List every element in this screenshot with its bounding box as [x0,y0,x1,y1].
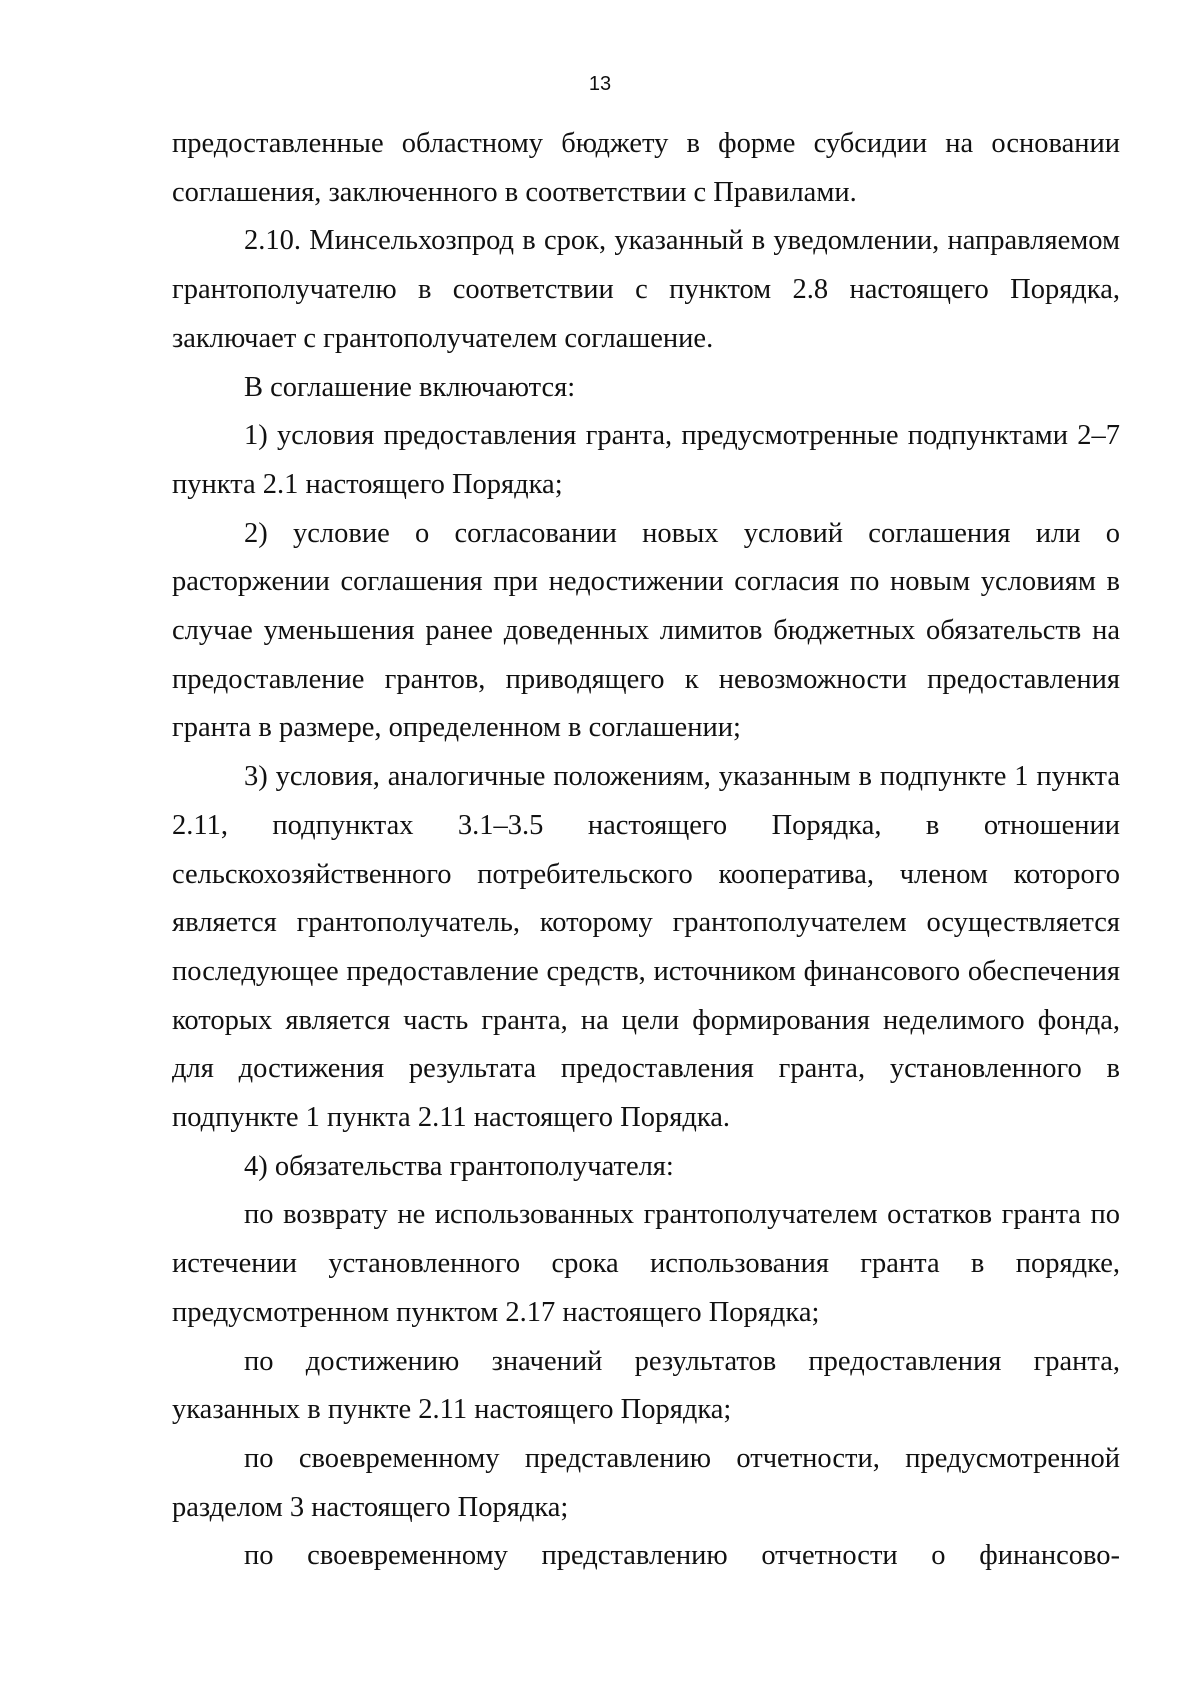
paragraph: 1) условия предоставления гранта, предусмотренные подпунктами 2–7 пункта 2.1 настоящего Порядка; [172,420,1120,500]
paragraph: 2) условие о согласовании новых условий соглашения или о расторжении соглашения при недостижении согласия по новым условиям в случае уменьшения ранее доведенных лимитов бюджетных обязательств на предоставление грантов, приводящего к невозможности предоставления гранта в размере, определенном в соглашении; [172,517,1120,744]
paragraph: В соглашение включаются: [244,371,576,403]
paragraph: предоставленные областному бюджету в форме субсидии на основании соглашения, заключенного в соответствии с Правилами. [172,128,1120,208]
paragraph: по достижению значений результатов предоставления гранта, указанных в пункте 2.11 настоящего Порядка; [172,1345,1120,1426]
paragraph: по своевременному представлению отчетности о финансово- [244,1540,1120,1572]
paragraph: 3) условия, аналогичные положениям, указанным в подпункте 1 пункта 2.11, подпунктах 3.1–3.5 настоящего Порядка, в отношении сельскохозяйственного потребительского кооператива, членом которого является грантополучатель, которому грантополучателем осуществляется последующее предоставление средств, источником финансового обеспечения которых является часть гранта, на цели формирования неделимого фонда, для достижения результата предоставления гранта, установленного в подпункте 1 пункта 2.11 настоящего Порядка. [172,761,1120,1134]
paragraph: 2.10. Минсельхозпрод в срок, указанный в уведомлении, направляемом грантополучателю в соответствии с пунктом 2.8 настоящего Порядка, заключает с грантополучателем соглашение. [172,225,1120,354]
paragraph: по возврату не использованных грантополучателем остатков гранта по истечении установленного срока использования гранта в порядке, предусмотренном пунктом 2.17 настоящего Порядка; [172,1199,1120,1328]
paragraph: 4) обязательства грантополучателя: [244,1150,674,1182]
document-body [172,120,1120,1581]
paragraph: по своевременному представлению отчетности, предусмотренной разделом 3 настоящего Порядка; [172,1442,1120,1523]
page-number: 13 [588,73,612,95]
